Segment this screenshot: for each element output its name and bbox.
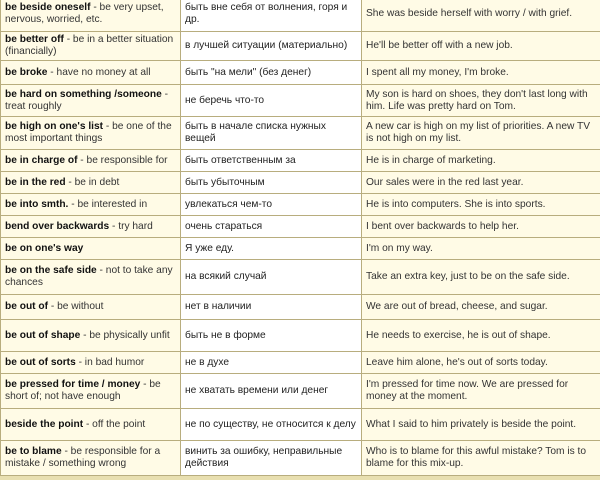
phrase-cell xyxy=(1,0,181,32)
phrase-cell xyxy=(1,216,181,238)
table-row xyxy=(1,295,600,320)
russian-translation-cell: в лучшей ситуации (материально) xyxy=(181,32,362,61)
phrase-term: be out of shape xyxy=(5,329,81,341)
table-row xyxy=(1,374,600,409)
phrase-definition: - have no money at all xyxy=(47,66,151,78)
phrase-term: be pressed for time / money xyxy=(5,379,141,390)
phrase-cell xyxy=(1,32,181,61)
table-row xyxy=(1,117,600,150)
phrase-term: be hard on something /someone xyxy=(5,88,162,100)
table-row xyxy=(1,238,600,260)
table-row xyxy=(1,172,600,194)
phrase-cell xyxy=(1,374,181,409)
phrase-definition: - treat roughly xyxy=(5,88,169,112)
phrase-term: be on the safe side xyxy=(5,265,97,276)
example-sentence-cell: A new car is high on my list of priorities. A new TV is not high on my list. xyxy=(362,117,600,150)
phrase-term: be high on one's list xyxy=(5,121,104,132)
phrase-definition: - be in a better situation (financially) xyxy=(5,34,174,57)
russian-translation-cell: не беречь что-то xyxy=(181,85,362,117)
phrase-term: be to blame xyxy=(5,446,62,457)
russian-translation-cell: нет в наличии xyxy=(181,295,362,320)
phrase-term: be beside oneself xyxy=(5,2,91,13)
phrase-definition: - off the point xyxy=(83,418,146,430)
phrase-term: be better off xyxy=(5,34,64,45)
table-row xyxy=(1,32,600,61)
phrase-cell xyxy=(1,441,181,476)
example-sentence-cell: Our sales were in the red last year. xyxy=(362,172,600,194)
table-row xyxy=(1,0,600,32)
example-sentence-cell: I'm on my way. xyxy=(362,238,600,260)
phrase-cell xyxy=(1,295,181,320)
table-row xyxy=(1,260,600,295)
table-row xyxy=(1,352,600,374)
phrase-term: be into smth. xyxy=(5,198,69,210)
phrase-table-body xyxy=(1,0,600,476)
phrase-cell xyxy=(1,85,181,117)
russian-translation-cell: очень стараться xyxy=(181,216,362,238)
russian-translation-cell: быть убыточным xyxy=(181,172,362,194)
phrase-definition: - be in debt xyxy=(65,176,120,188)
russian-translation-cell: Я уже еду. xyxy=(181,238,362,260)
phrase-definition: - try hard xyxy=(109,220,153,232)
example-sentence-cell: He needs to exercise, he is out of shape. xyxy=(362,320,600,352)
russian-translation-cell: быть в начале списка нужных вещей xyxy=(181,117,362,150)
phrase-definition: - be one of the most important things xyxy=(5,121,172,144)
phrase-definition: - be responsible for a mistake / something wrong xyxy=(5,446,161,469)
phrase-definition: - be interested in xyxy=(68,198,148,210)
example-sentence-cell: My son is hard on shoes, they don't last long with him. Life was pretty hard on Tom. xyxy=(362,85,600,117)
table-row xyxy=(1,85,600,117)
russian-translation-cell: быть не в форме xyxy=(181,320,362,352)
russian-translation-cell: быть вне себя от волнения, горя и др. xyxy=(181,0,362,32)
example-sentence-cell: We are out of bread, cheese, and sugar. xyxy=(362,295,600,320)
phrase-definition: - be physically unfit xyxy=(80,329,170,341)
phrase-term: be broke xyxy=(5,66,48,78)
example-sentence-cell: She was beside herself with worry / with grief. xyxy=(362,0,600,32)
russian-translation-cell: не по существу, не относится к делу xyxy=(181,409,362,441)
phrase-definition: - in bad humor xyxy=(75,356,145,368)
phrase-term: beside the point xyxy=(5,418,84,430)
russian-translation-cell: не хватать времени или денег xyxy=(181,374,362,409)
phrase-cell xyxy=(1,150,181,172)
phrase-definition: - be without xyxy=(48,301,104,312)
russian-translation-cell: быть "на мели" (без денег) xyxy=(181,61,362,85)
example-sentence-cell: What I said to him privately is beside the point. xyxy=(362,409,600,441)
phrase-term: bend over backwards xyxy=(5,220,110,232)
phrase-term: be in charge of xyxy=(5,154,78,166)
example-sentence-cell: Leave him alone, he's out of sorts today. xyxy=(362,352,600,374)
example-sentence-cell: Take an extra key, just to be on the safe side. xyxy=(362,260,600,295)
phrase-cell xyxy=(1,352,181,374)
phrase-cell xyxy=(1,117,181,150)
russian-translation-cell: не в духе xyxy=(181,352,362,374)
phrase-cell xyxy=(1,320,181,352)
example-sentence-cell: He is in charge of marketing. xyxy=(362,150,600,172)
russian-translation-cell: на всякий случай xyxy=(181,260,362,295)
phrase-cell xyxy=(1,260,181,295)
russian-translation-cell: увлекаться чем-то xyxy=(181,194,362,216)
table-row xyxy=(1,409,600,441)
phrase-term: be in the red xyxy=(5,176,66,188)
example-sentence-cell: He'll be better off with a new job. xyxy=(362,32,600,61)
russian-translation-cell: винить за ошибку, неправильные действия xyxy=(181,441,362,476)
example-sentence-cell: I spent all my money, I'm broke. xyxy=(362,61,600,85)
example-sentence-cell: I bent over backwards to help her. xyxy=(362,216,600,238)
phrase-cell xyxy=(1,194,181,216)
table-row xyxy=(1,194,600,216)
table-row xyxy=(1,320,600,352)
table-row xyxy=(1,441,600,476)
example-sentence-cell: He is into computers. She is into sports. xyxy=(362,194,600,216)
example-sentence-cell: I'm pressed for time now. We are pressed for money at the moment. xyxy=(362,374,600,409)
phrase-cell xyxy=(1,61,181,85)
phrase-definition: - not to take any chances xyxy=(5,265,173,288)
example-sentence-cell: Who is to blame for this awful mistake? Tom is to blame for this mix-up. xyxy=(362,441,600,476)
table-row xyxy=(1,216,600,238)
table-row xyxy=(1,150,600,172)
phrase-definition: - be very upset, nervous, worried, etc. xyxy=(5,2,164,25)
phrase-definition: - be short of; not have enough xyxy=(5,379,161,402)
phrase-term: be out of xyxy=(5,301,49,312)
phrase-term: be on one's way xyxy=(5,242,84,254)
phrase-cell xyxy=(1,409,181,441)
phrase-term: be out of sorts xyxy=(5,356,76,368)
table-row xyxy=(1,61,600,85)
phrase-cell xyxy=(1,238,181,260)
phrase-definition: - be responsible for xyxy=(77,154,168,166)
russian-translation-cell: быть ответственным за xyxy=(181,150,362,172)
phrase-cell xyxy=(1,172,181,194)
